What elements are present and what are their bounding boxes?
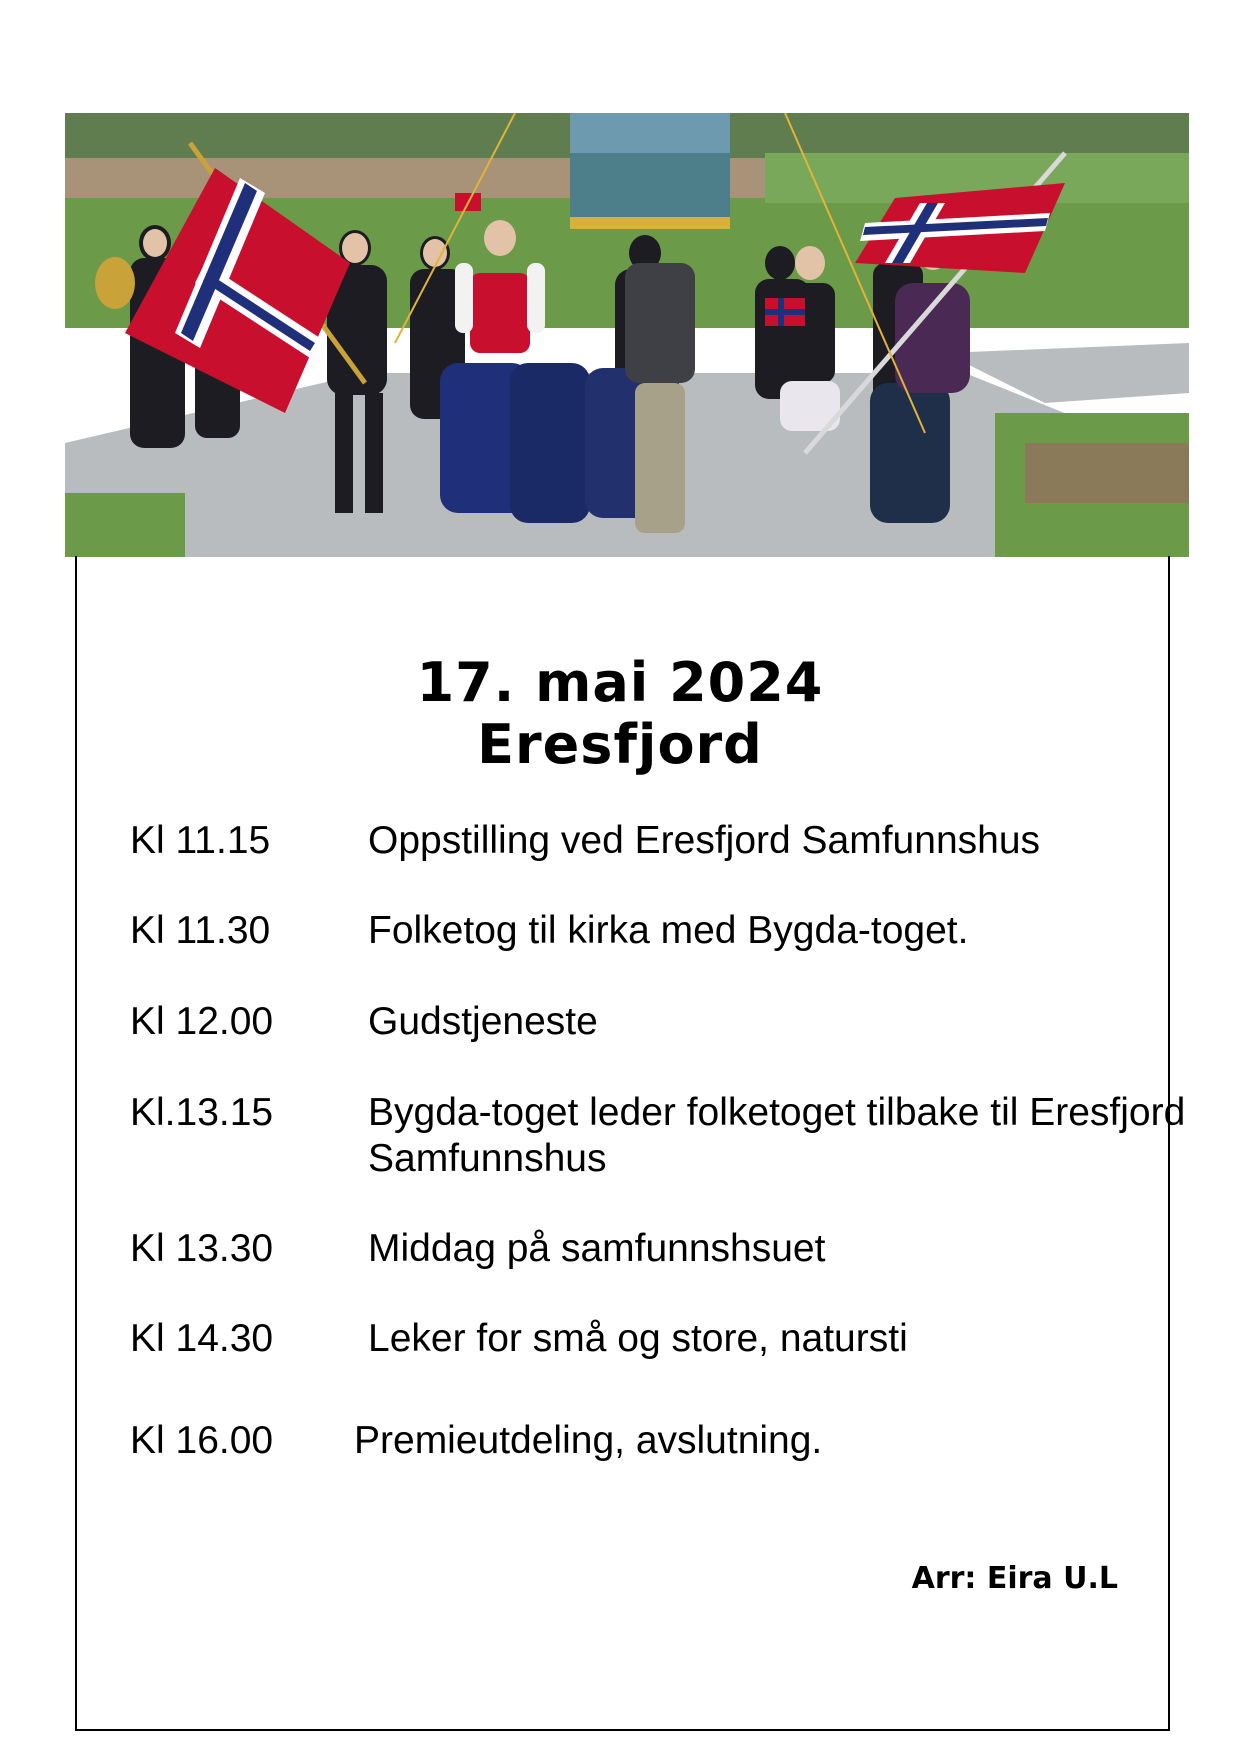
schedule-text: Gudstjeneste xyxy=(368,1000,598,1043)
schedule-text: Middag på samfunnshsuet xyxy=(368,1227,826,1270)
schedule-time: Kl 13.30 xyxy=(130,1227,274,1270)
organizer-credit: Arr: Eira U.L xyxy=(911,1561,1118,1596)
schedule-time: Kl 14.30 xyxy=(130,1317,274,1360)
poster-title-date: 17. mai 2024 xyxy=(416,651,824,714)
schedule-text: Oppstilling ved Eresfjord Samfunnshus xyxy=(368,819,1041,862)
schedule-time: Kl.13.15 xyxy=(130,1091,274,1134)
schedule-text: Leker for små og store, natursti xyxy=(368,1317,908,1360)
schedule-time: Kl 11.15 xyxy=(130,819,271,862)
schedule-time: Kl 16.00 xyxy=(130,1419,274,1462)
schedule-text: Bygda-toget leder folketoget tilbake til Eresfjord Samfunnshus xyxy=(368,1091,1186,1180)
schedule-time: Kl 11.30 xyxy=(130,909,271,952)
parade-photo-illustration xyxy=(65,113,1189,557)
poster-title-place: Eresfjord xyxy=(477,713,763,776)
parade-photo xyxy=(65,113,1189,557)
schedule-text: Premieutdeling, avslutning. xyxy=(354,1419,823,1462)
schedule-time: Kl 12.00 xyxy=(130,1000,274,1043)
schedule-text: Folketog til kirka med Bygda-toget. xyxy=(368,909,969,952)
